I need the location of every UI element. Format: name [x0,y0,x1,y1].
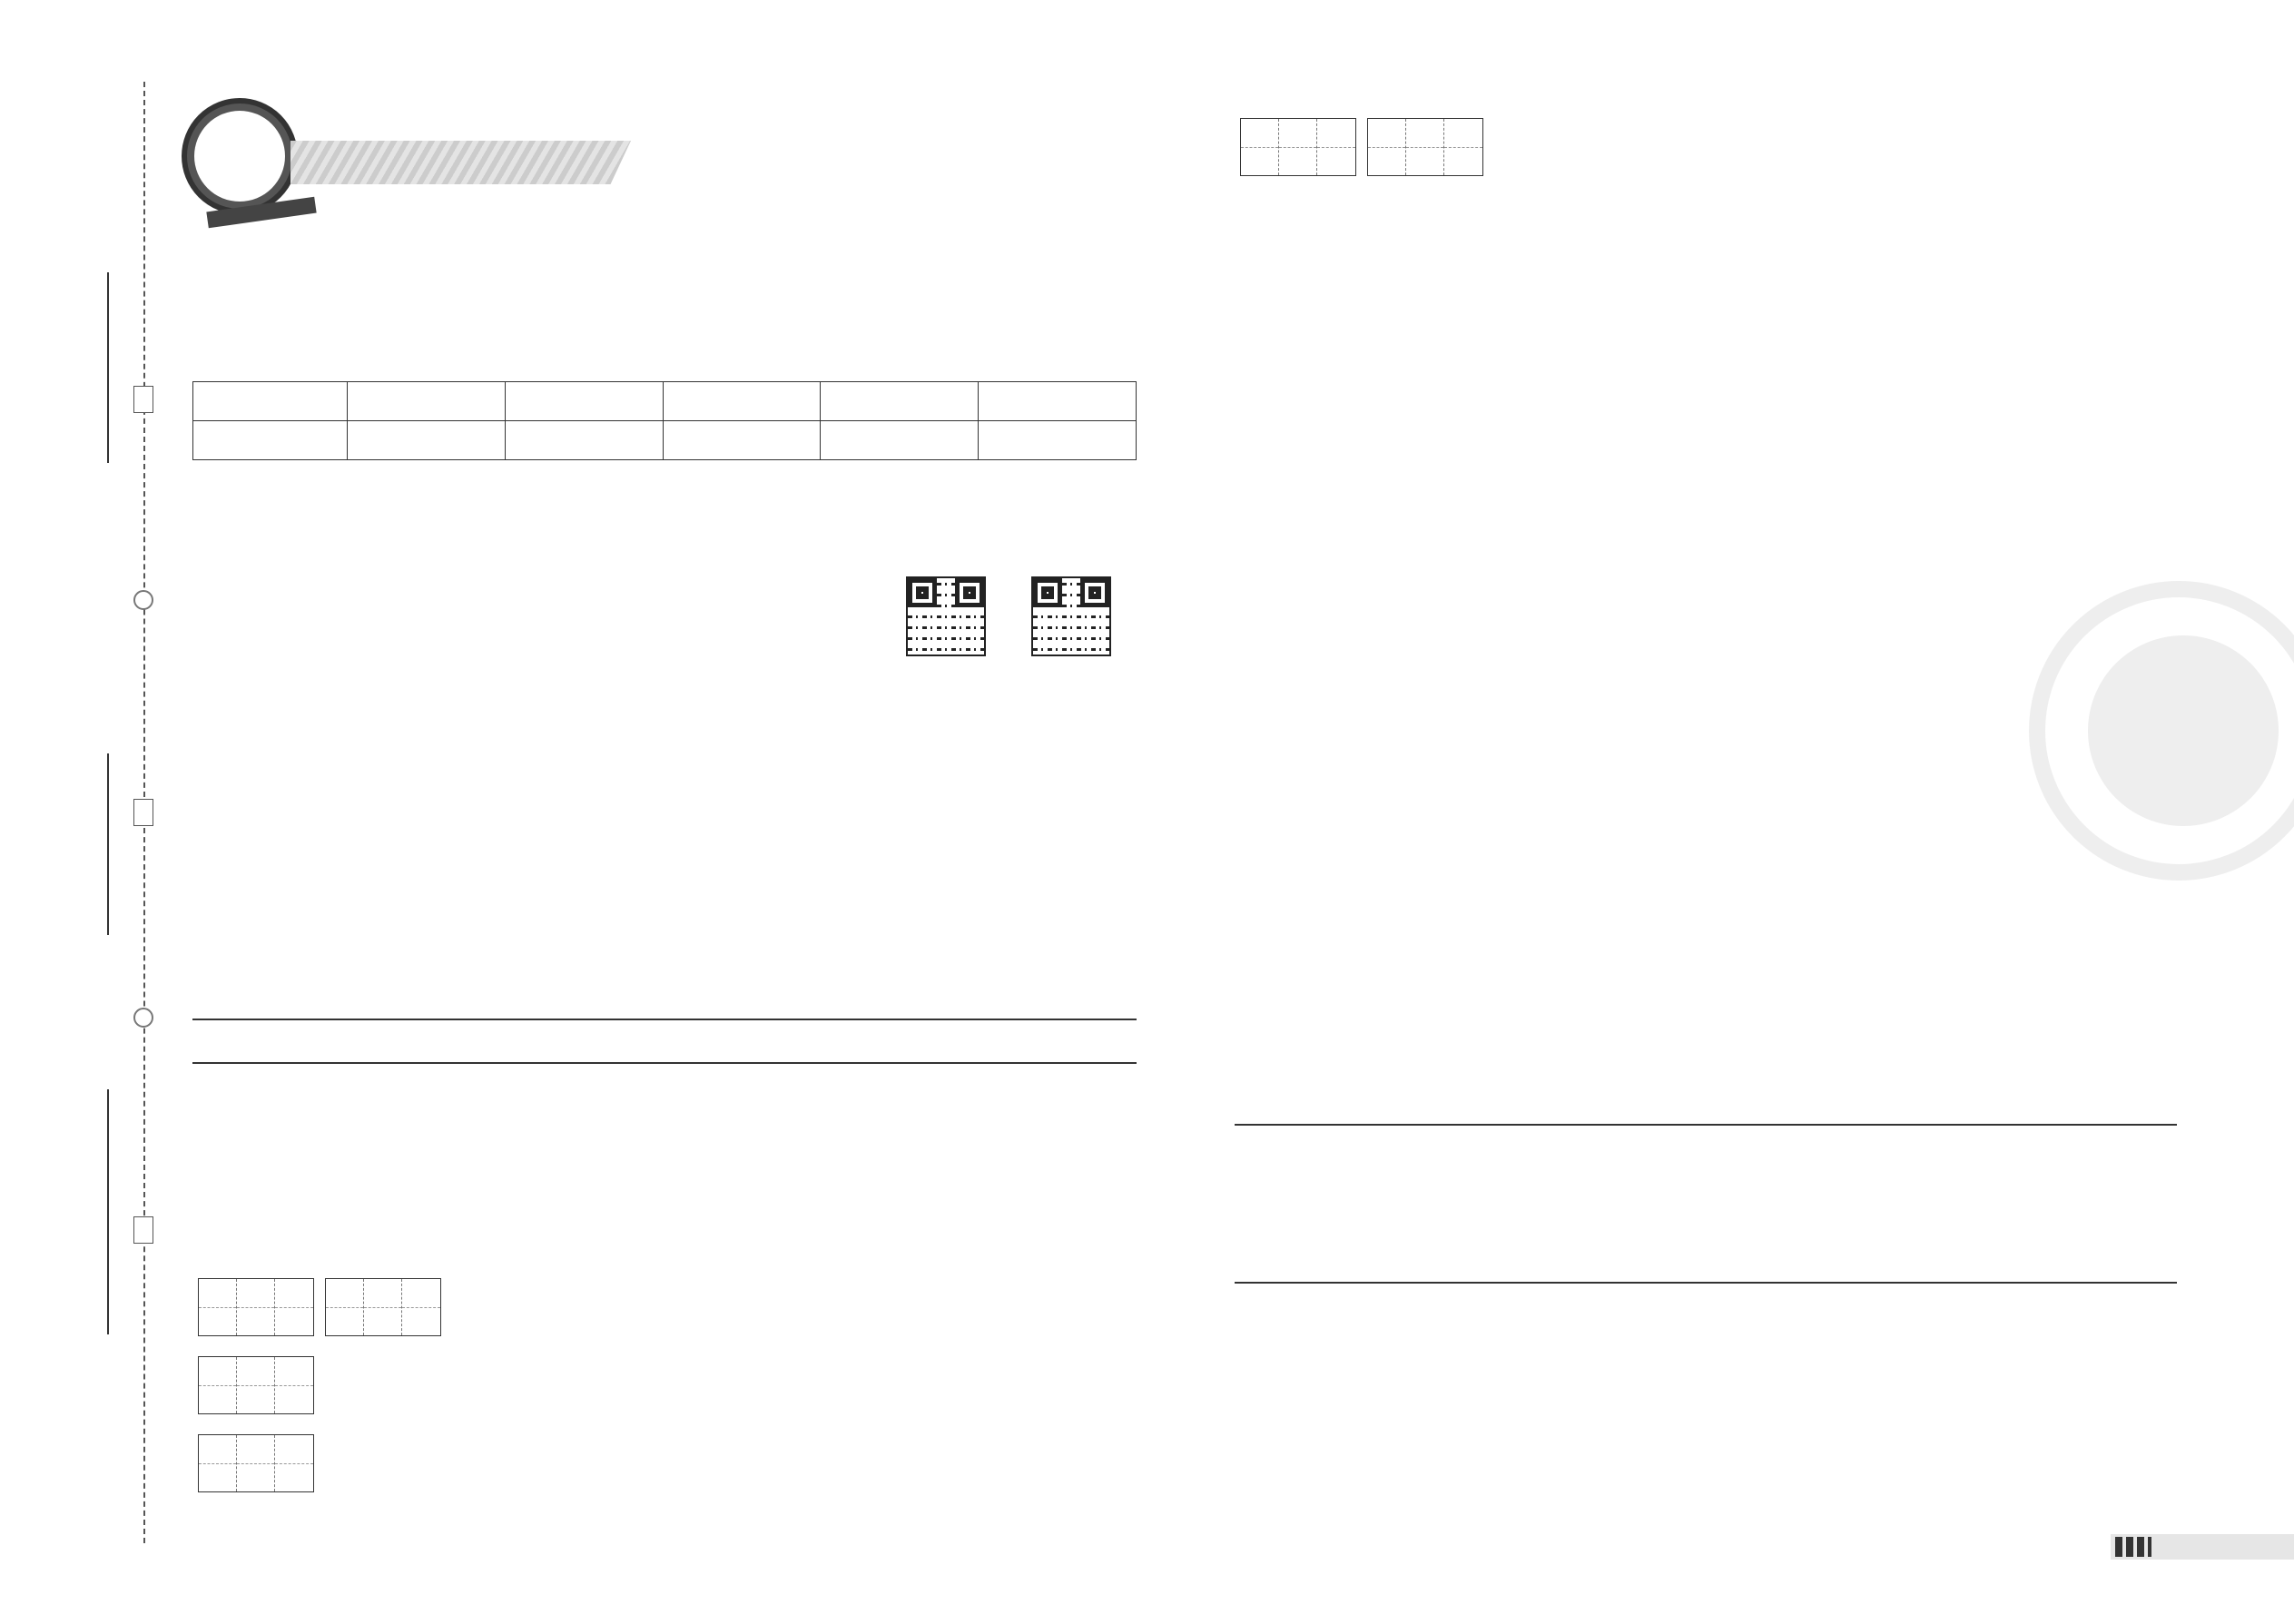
step-banner-bg [290,141,631,184]
class-blank[interactable] [107,753,109,935]
passage-line [192,1278,447,1336]
score-cell[interactable] [821,421,979,460]
score-cell[interactable] [979,421,1137,460]
qr-code-answer-card[interactable] [1033,578,1109,655]
cut-mark-seal [133,799,153,826]
passage-line [192,1434,320,1492]
score-header [348,382,506,421]
score-row-label [193,421,348,460]
brand-logo-inner [194,111,285,202]
score-header [821,382,979,421]
pinyin-grid-lingyu[interactable] [325,1278,441,1336]
score-header [663,382,821,421]
binding-hole [133,1008,153,1028]
score-cell[interactable] [505,421,663,460]
score-header [193,382,348,421]
score-cell[interactable] [348,421,506,460]
pinyin-grid-shuji[interactable] [1240,118,1356,176]
score-cell[interactable] [663,421,821,460]
cut-mark-line [133,386,153,413]
answer-line[interactable] [1235,1124,2177,1126]
secret-seal-inner [2088,635,2279,826]
cut-mark-secret [133,1216,153,1244]
footer-blocks [2115,1537,2151,1557]
pinyin-grid-hanhu[interactable] [198,1434,314,1492]
passage-line [1235,118,1489,176]
answer-line[interactable] [1235,1282,2177,1284]
qr-code-audio[interactable] [908,578,984,655]
score-header [979,382,1137,421]
passage-line [192,1356,320,1414]
binding-hole [133,590,153,610]
answer-line[interactable] [192,1062,1137,1064]
pinyin-grid-qinghe[interactable] [198,1278,314,1336]
pinyin-grid-langman[interactable] [198,1356,314,1414]
school-blank[interactable] [107,1089,109,1334]
name-blank[interactable] [107,272,109,463]
score-header [505,382,663,421]
pinyin-grid-zhizhuo[interactable] [1367,118,1483,176]
score-table [192,381,1137,460]
answer-line[interactable] [192,1019,1137,1020]
